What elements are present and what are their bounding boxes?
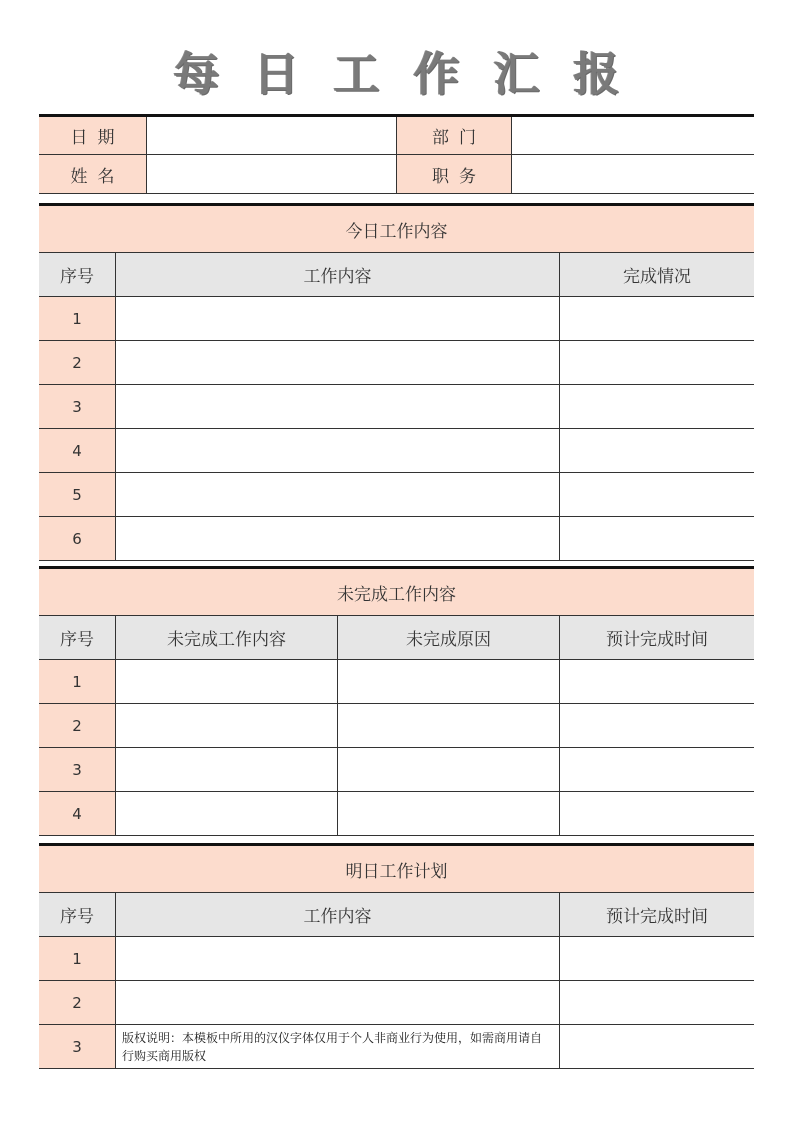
eta-cell[interactable] bbox=[560, 748, 754, 791]
eta-cell[interactable] bbox=[560, 704, 754, 747]
info-row-name bbox=[39, 155, 754, 194]
row-number: 1 bbox=[39, 660, 116, 703]
status-cell[interactable] bbox=[560, 297, 754, 340]
row-number: 4 bbox=[39, 792, 116, 835]
section-heading: 未完成工作内容 bbox=[39, 569, 754, 616]
eta-cell[interactable] bbox=[560, 981, 754, 1024]
today-work-section bbox=[39, 203, 754, 561]
department-label: 部门 bbox=[397, 117, 512, 154]
row-number: 4 bbox=[39, 429, 116, 472]
name-label: 姓名 bbox=[39, 155, 147, 193]
section-heading: 明日工作计划 bbox=[39, 846, 754, 893]
row-number: 1 bbox=[39, 937, 116, 980]
reason-cell[interactable] bbox=[338, 792, 560, 835]
row-number: 2 bbox=[39, 704, 116, 747]
eta-cell[interactable] bbox=[560, 937, 754, 980]
eta-cell[interactable] bbox=[560, 792, 754, 835]
copyright-note[interactable]: 版权说明：本模板中所用的汉仪字体仅用于个人非商业行为使用，如需商用请自行购买商用版权 bbox=[116, 1025, 560, 1068]
content-cell[interactable] bbox=[116, 937, 560, 980]
column-header: 工作内容 bbox=[116, 893, 560, 936]
content-cell[interactable] bbox=[116, 297, 560, 340]
reason-cell[interactable] bbox=[338, 748, 560, 791]
column-header: 完成情况 bbox=[623, 267, 691, 287]
table-row bbox=[39, 473, 754, 517]
table-row bbox=[39, 341, 754, 385]
content-cell[interactable] bbox=[116, 341, 560, 384]
tomorrow-plan-section bbox=[39, 843, 754, 1069]
table-row bbox=[39, 385, 754, 429]
info-table bbox=[39, 114, 754, 194]
table-row bbox=[39, 517, 754, 561]
reason-cell[interactable] bbox=[338, 704, 560, 747]
eta-cell[interactable] bbox=[560, 660, 754, 703]
column-header: 工作内容 bbox=[116, 253, 560, 296]
column-header: 预计完成时间 bbox=[606, 907, 708, 927]
date-field[interactable] bbox=[147, 117, 397, 154]
content-cell[interactable] bbox=[116, 429, 560, 472]
table-row bbox=[39, 429, 754, 473]
column-header: 未完成原因 bbox=[338, 616, 560, 659]
content-cell[interactable] bbox=[116, 385, 560, 428]
table-header-row bbox=[39, 893, 754, 937]
table-row bbox=[39, 981, 754, 1025]
content-cell[interactable] bbox=[116, 792, 338, 835]
date-label: 日期 bbox=[39, 117, 147, 154]
row-number: 2 bbox=[39, 981, 116, 1024]
row-number: 3 bbox=[39, 748, 116, 791]
reason-cell[interactable] bbox=[338, 660, 560, 703]
table-row bbox=[39, 792, 754, 836]
column-header: 序号 bbox=[39, 616, 116, 659]
row-number: 5 bbox=[39, 473, 116, 516]
content-cell[interactable] bbox=[116, 517, 560, 560]
column-header: 预计完成时间 bbox=[606, 630, 708, 650]
table-header-row bbox=[39, 616, 754, 660]
table-row bbox=[39, 297, 754, 341]
content-cell[interactable] bbox=[116, 748, 338, 791]
column-header: 序号 bbox=[39, 253, 116, 296]
row-number: 6 bbox=[39, 517, 116, 560]
position-label: 职务 bbox=[397, 155, 512, 193]
table-row bbox=[39, 937, 754, 981]
name-field[interactable] bbox=[147, 155, 397, 193]
status-cell[interactable] bbox=[560, 517, 754, 560]
table-row bbox=[39, 704, 754, 748]
content-cell[interactable] bbox=[116, 704, 338, 747]
department-field[interactable] bbox=[512, 117, 754, 154]
unfinished-work-section bbox=[39, 566, 754, 836]
info-row-date bbox=[39, 117, 754, 155]
position-field[interactable] bbox=[512, 155, 754, 193]
table-header-row bbox=[39, 253, 754, 297]
eta-cell[interactable] bbox=[560, 1025, 754, 1068]
status-cell[interactable] bbox=[560, 341, 754, 384]
table-row bbox=[39, 660, 754, 704]
status-cell[interactable] bbox=[560, 385, 754, 428]
content-cell[interactable] bbox=[116, 981, 560, 1024]
row-number: 3 bbox=[39, 1025, 116, 1068]
row-number: 2 bbox=[39, 341, 116, 384]
status-cell[interactable] bbox=[560, 429, 754, 472]
page-title: 每日工作汇报 bbox=[173, 47, 654, 101]
section-heading: 今日工作内容 bbox=[39, 206, 754, 253]
content-cell[interactable] bbox=[116, 473, 560, 516]
row-number: 3 bbox=[39, 385, 116, 428]
table-row bbox=[39, 748, 754, 792]
row-number: 1 bbox=[39, 297, 116, 340]
column-header: 序号 bbox=[39, 893, 116, 936]
status-cell[interactable] bbox=[560, 473, 754, 516]
column-header: 未完成工作内容 bbox=[116, 616, 338, 659]
table-row bbox=[39, 1025, 754, 1069]
content-cell[interactable] bbox=[116, 660, 338, 703]
